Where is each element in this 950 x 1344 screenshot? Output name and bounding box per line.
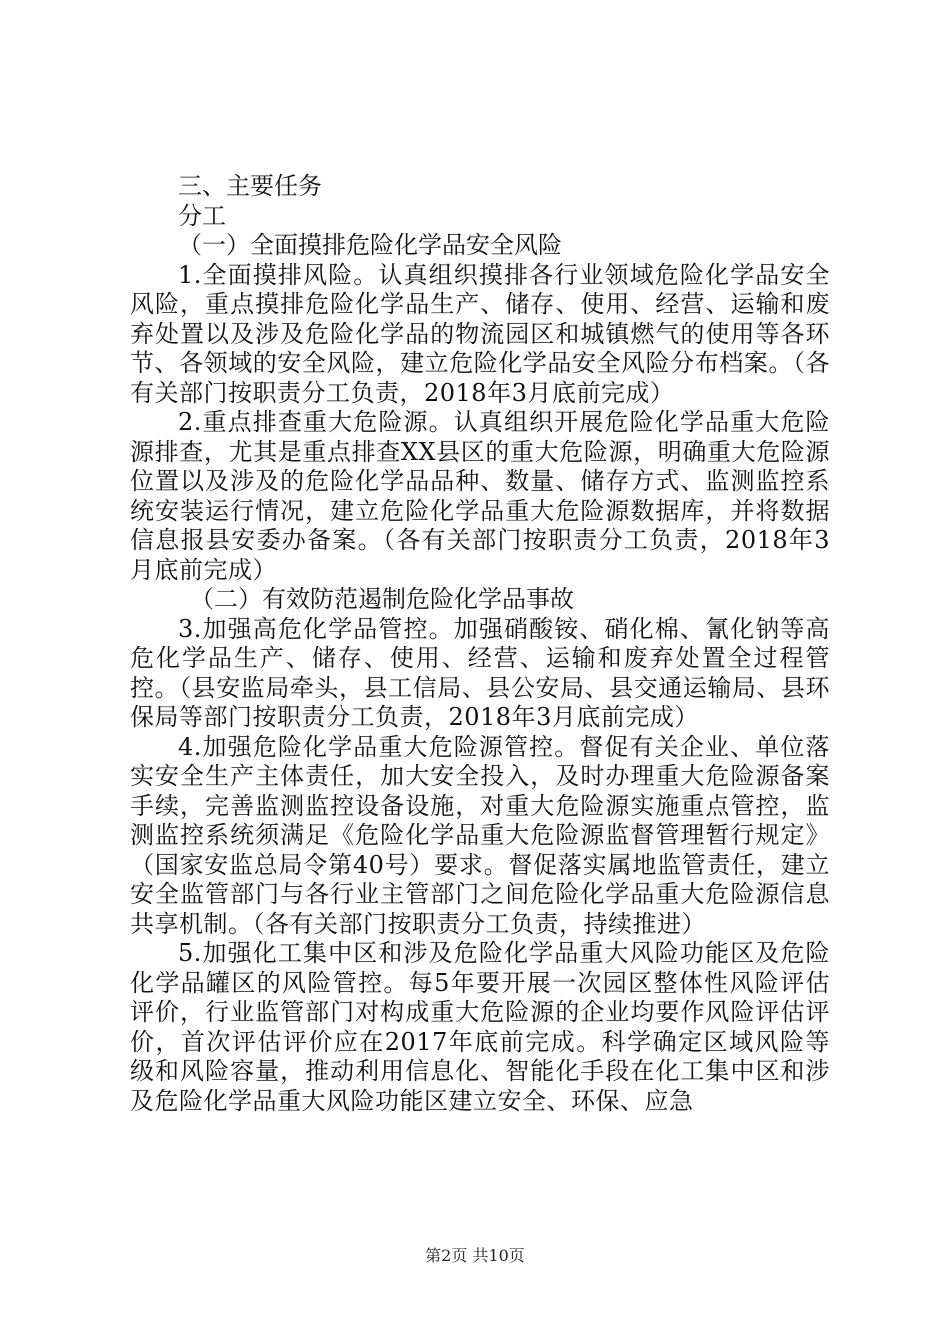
paragraph-4: 4.加强危险化学品重大危险源管控。督促有关企业、单位落实安全生产主体责任，加大安全投入，及时办理重大危险源备案手续，完善监测监控设备设施，对重大危险源实施重点管控，监测监控系统须满足《危险化学品重大危险源监督管理暂行规定》（国家安监总局令第40号）要求。督促落实属地监管责任，建立安全监管部门与各行业主管部门之间危险化学品重大危险源信息共享机制。（各有关部门按职责分工负责，持续推进） (130, 732, 830, 938)
main-heading: 三、主要任务 (178, 172, 322, 200)
section-title-1: （一）全面摸排危险化学品安全风险 (178, 231, 562, 259)
sub-heading: 分工 (178, 201, 226, 230)
paragraph-1: 1.全面摸排风险。认真组织摸排各行业领域危险化学品安全风险，重点摸排危险化学品生产、储存、使用、经营、运输和废弃处置以及涉及危险化学品的物流园区和城镇燃气的使用等各环节、各领域的安全风险，建立危险化学品安全风险分布档案。（各有关部门按职责分工负责，2018年3月底前完成） (130, 260, 830, 407)
document-body (130, 172, 830, 1116)
paragraph-2: 2.重点排查重大危险源。认真组织开展危险化学品重大危险源排查，尤其是重点排查XX县区的重大危险源，明确重大危险源位置以及涉及的危险化学品品种、数量、储存方式、监测监控系统安装运行情况，建立危险化学品重大危险源数据库，并将数据信息报县安委办备案。（各有关部门按职责分工负责，2018年3月底前完成） (130, 408, 830, 584)
paragraph-5: 5.加强化工集中区和涉及危险化学品重大风险功能区及危险化学品罐区的风险管控。每5年要开展一次园区整体性风险评估评价，行业监管部门对构成重大危险源的企业均要作风险评估评价，首次评估评价应在2017年底前完成。科学确定区域风险等级和风险容量，推动利用信息化、智能化手段在化工集中区和涉及危险化学品重大风险功能区建立安全、环保、应急 (130, 939, 830, 1115)
paragraph-3: 3.加强高危化学品管控。加强硝酸铵、硝化棉、氰化钠等高危化学品生产、储存、使用、经营、运输和废弃处置全过程管控。（县安监局牵头，县工信局、县公安局、县交通运输局、县环保局等部门按职责分工负责，2018年3月底前完成） (130, 614, 830, 731)
page-number-footer: 第2页 共10页 (425, 1246, 525, 1265)
section-title-2: （二）有效防范遏制危险化学品事故 (190, 585, 574, 613)
